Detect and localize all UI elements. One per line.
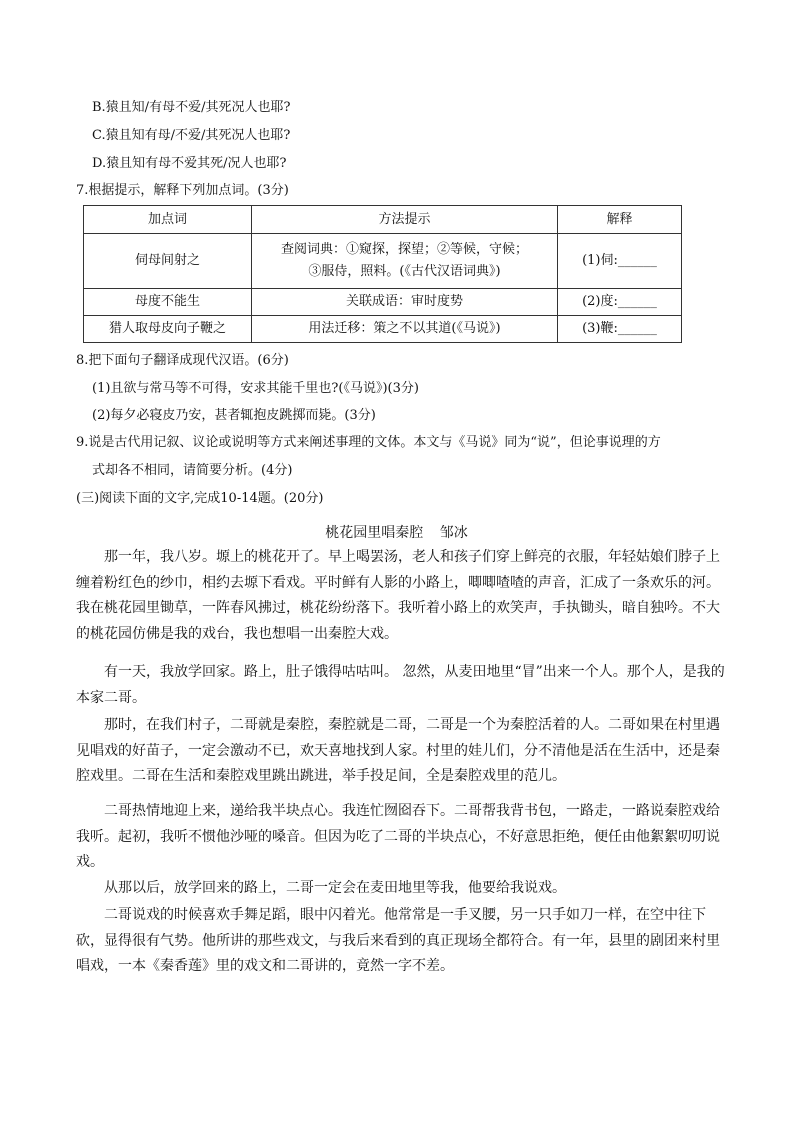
header-hint: 方法提示 (252, 206, 558, 234)
article-author: 邹冰 (439, 525, 468, 541)
hint-line: 查阅词典：①窥探，探望；②等候，守候； (280, 242, 528, 257)
paragraph-text: 有一天，我放学回家。路上，肚子饿得咕咕叫。 忽然，从麦田地里“冒”出来一个人。那个人，是我的本家二哥。 (76, 664, 725, 706)
article-title: 桃花园里唱秦腔 (325, 525, 424, 541)
table-row (84, 289, 682, 316)
table-row (84, 316, 682, 343)
paragraph-text: 那一年，我八岁。塬上的桃花开了。早上喝罢汤，老人和孩子们穿上鲜亮的衣服，年轻姑娘们脖子上缠着粉红色的纱巾，相约去塬下看戏。平时鲜有人影的小路上，唧唧喳喳的声音，汇成了一条欢乐的河。我在桃花园里锄草，一阵春风拂过，桃花纷纷落下。我听着小路上的欢笑声，手执锄头，暗自独吟。不大的桃花园仿佛是我的戏台，我也想唱一出秦腔大戏。 (76, 549, 720, 642)
article-heading (0, 522, 793, 542)
paragraph-text: 二哥说戏的时候喜欢手舞足蹈，眼中闪着光。他常常是一手叉腰，另一只手如刀一样，在空中往下砍，显得很有气势。他所讲的那些戏文，与我后来看到的真正现场全都符合。有一年，县里的剧团来村里唱戏，一本《秦香莲》里的戏文和二哥讲的，竟然一字不差。 (76, 907, 720, 974)
hint-cell: 关联成语：审时度势 (252, 289, 558, 316)
q8-prompt: 8.把下面句子翻译成现代汉语。(6分) (76, 353, 289, 368)
q8-sentence-1: (1)且欲与常马等不可得，安求其能千里也?(《马说》)(3分) (92, 381, 419, 396)
header-answer: 解释 (558, 206, 682, 234)
table-row (84, 234, 682, 289)
paragraph-2 (76, 660, 726, 711)
q9-line-1: 9.说是古代用记叙、议论或说明等方式来阐述事理的文体。本文与《马说》同为“说”，但论事说理的方 (76, 435, 661, 450)
paragraph-5 (76, 876, 726, 902)
paragraph-text: 那时，在我们村子，二哥就是秦腔，秦腔就是二哥，二哥是一个为秦腔活着的人。二哥如果在村里遇见唱戏的好苗子，一定会激动不已，欢天喜地找到人家。村里的娃儿们，分不清他是活在生活中，还是秦腔戏里。二哥在生活和秦腔戏里跳出跳进，举手投足间，全是秦腔戏里的范儿。 (76, 717, 720, 784)
answer-cell: (1)伺:______ (558, 234, 682, 289)
word-cell: 母度不能生 (84, 289, 252, 316)
section-3-heading: (三)阅读下面的文字,完成10-14题。(20分) (76, 491, 324, 506)
paragraph-1 (76, 545, 726, 647)
hint-cell (252, 234, 558, 289)
header-word: 加点词 (84, 206, 252, 234)
q7-prompt: 7.根据提示，解释下列加点词。(3分) (76, 183, 289, 198)
paragraph-6 (76, 903, 726, 980)
table-header-row (84, 206, 682, 234)
option-d: D.猿且知有母不爱其死/况人也耶? (92, 156, 287, 171)
hint-line: ③服侍，照料。(《古代汉语词典》) (308, 264, 501, 279)
paragraph-4 (76, 799, 726, 876)
q9-line-2: 式却各不相同，请简要分析。(4分) (92, 463, 293, 478)
q7-table (83, 205, 682, 343)
answer-cell: (3)鞭:______ (558, 316, 682, 343)
option-b: B.猿且知/有母不爱/其死况人也耶? (92, 100, 291, 115)
paragraph-3 (76, 713, 726, 790)
paragraph-text: 二哥热情地迎上来，递给我半块点心。我连忙囫囵吞下。二哥帮我背书包，一路走，一路说秦腔戏给我听。起初，我听不惯他沙哑的嗓音。但因为吃了二哥的半块点心，不好意思拒绝，便任由他絮絮叨叨说戏。 (76, 803, 720, 870)
paragraph-text: 从那以后，放学回来的路上，二哥一定会在麦田地里等我，他要给我说戏。 (104, 880, 566, 896)
q8-sentence-2: (2)每夕必寝皮乃安，甚者辄抱皮跳掷而毙。(3分) (92, 408, 376, 423)
word-cell: 猎人取母皮向子鞭之 (84, 316, 252, 343)
option-c: C.猿且知有母/不爱/其死况人也耶? (92, 128, 291, 143)
hint-cell: 用法迁移：策之不以其道(《马说》) (252, 316, 558, 343)
answer-cell: (2)度:______ (558, 289, 682, 316)
word-cell: 伺母间射之 (84, 234, 252, 289)
